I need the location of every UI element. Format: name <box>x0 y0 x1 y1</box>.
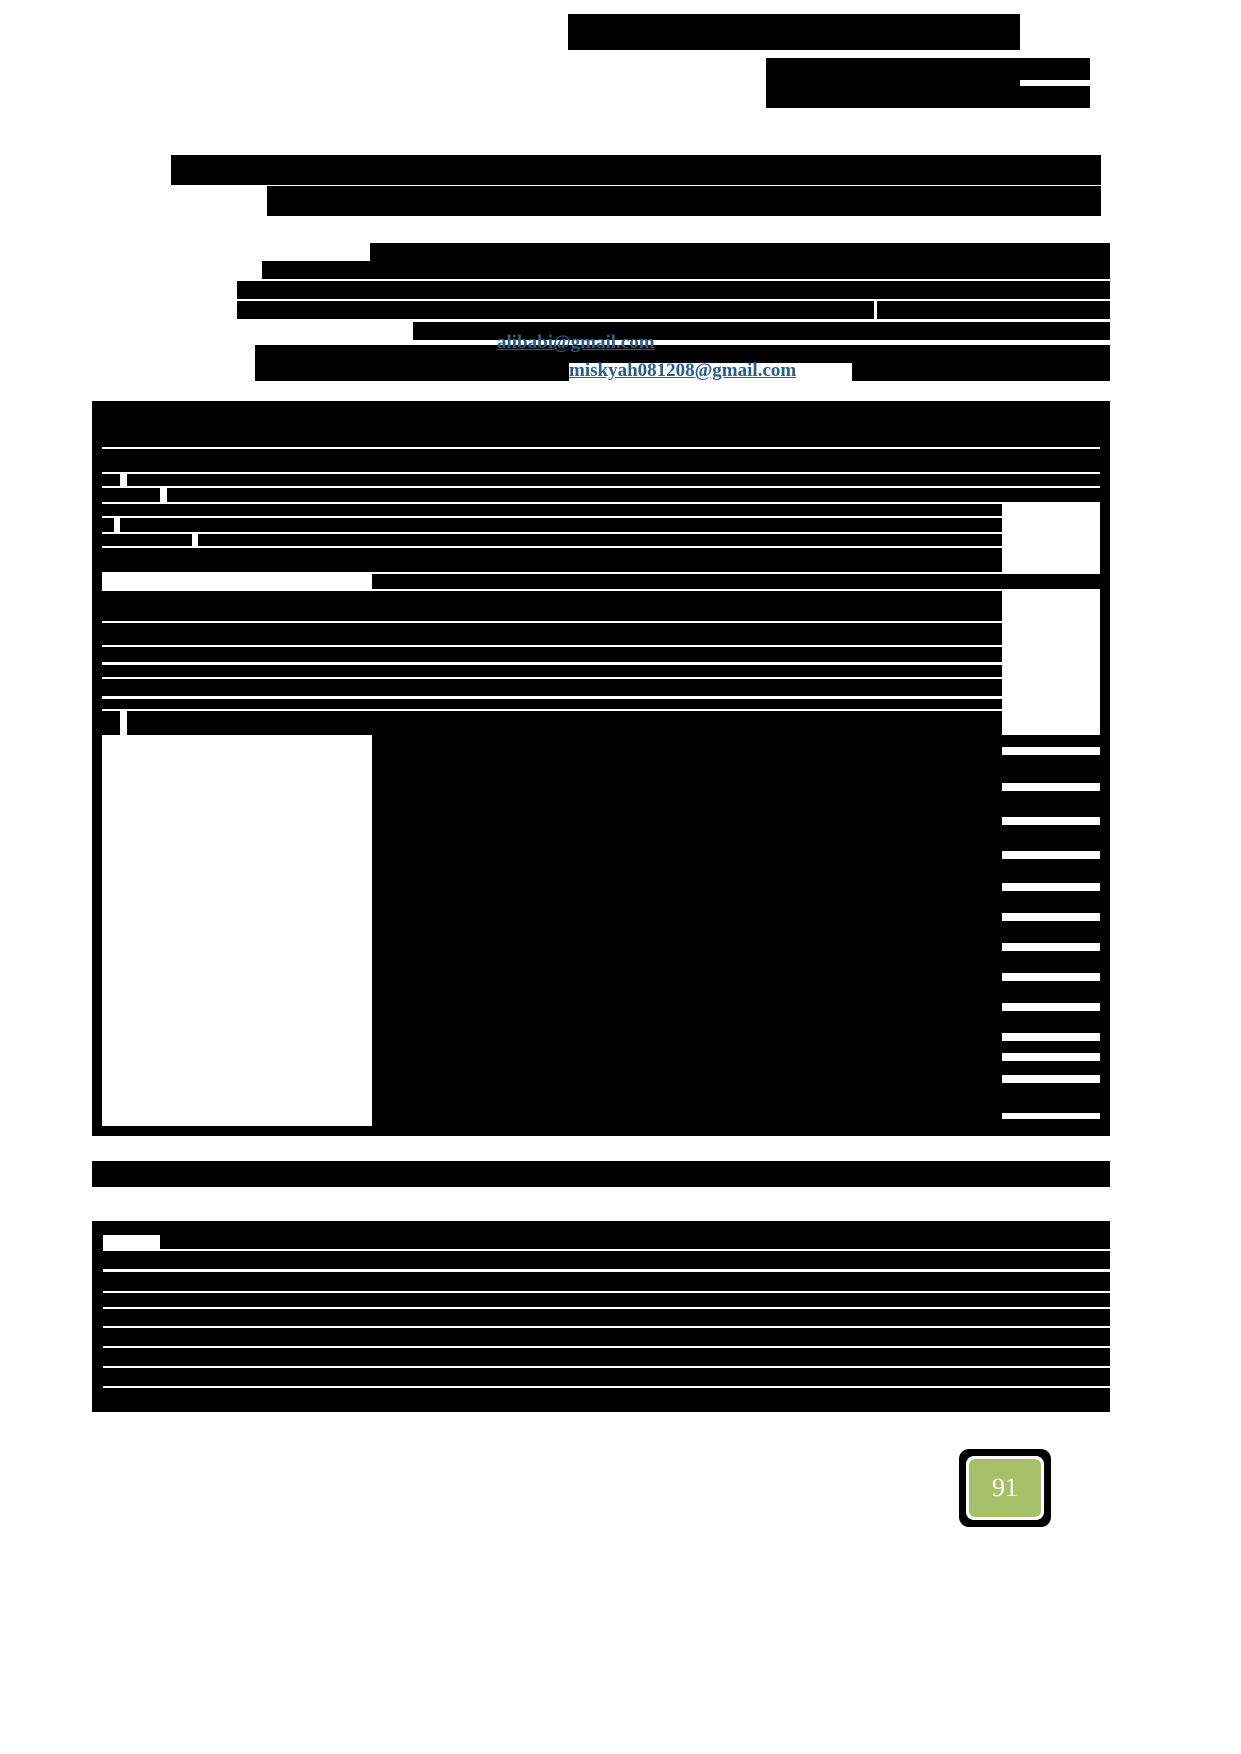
redaction-author-line-2 <box>262 261 1110 279</box>
redaction-table-body-block <box>372 735 1002 1127</box>
redaction-right-col-5 <box>1002 859 1110 883</box>
redaction-table-row-10-right <box>372 591 1002 621</box>
redaction-table-row-15-right <box>372 699 1002 709</box>
redaction-table-row-7-right <box>372 534 1002 546</box>
redaction-table-row-16-left-b <box>127 711 372 735</box>
redaction-author-line-1 <box>370 243 1110 261</box>
redaction-table-left-col <box>92 413 372 447</box>
redaction-right-col-10 <box>1002 1011 1110 1033</box>
redaction-table-row-2-left <box>92 449 372 472</box>
redaction-table-row-13-right <box>372 665 1002 677</box>
redaction-right-col-1 <box>1002 735 1110 747</box>
redaction-bottom-row-6b <box>1030 1328 1110 1346</box>
redaction-bottom-left-rail <box>92 1221 103 1412</box>
redaction-bottom-row-6 <box>103 1328 1030 1346</box>
redaction-bottom-row-2b <box>1030 1251 1110 1269</box>
redaction-right-col-6 <box>1002 891 1110 913</box>
redaction-author-line-3 <box>237 281 863 299</box>
redaction-table-row-14-left <box>92 679 372 696</box>
redaction-right-col-9 <box>1002 981 1110 1003</box>
redaction-header-side-1 <box>1020 58 1090 80</box>
redaction-right-col-13 <box>1002 1083 1110 1113</box>
redaction-table-row-12-left <box>92 647 372 662</box>
redaction-title-line-2 <box>267 186 1101 216</box>
email-link-2[interactable]: miskyah081208@gmail.com <box>569 360 797 381</box>
redaction-author-line-7 <box>255 363 569 381</box>
redaction-right-col-11 <box>1002 1041 1110 1053</box>
redaction-table-row-5-left <box>92 504 372 516</box>
redaction-bottom-rule-bottom <box>92 1400 1110 1412</box>
redaction-table-row-3-right <box>372 474 1110 486</box>
redaction-right-col-2 <box>1002 755 1110 783</box>
redaction-table-row-10-left <box>92 591 372 621</box>
redaction-right-col-7 <box>1002 921 1110 943</box>
redaction-bottom-row-1 <box>160 1235 1030 1249</box>
redaction-table-bottom-rule <box>92 1126 1110 1136</box>
redaction-bottom-row-1b <box>1030 1235 1110 1249</box>
redaction-section-bar <box>92 1161 1110 1187</box>
redaction-right-col-4 <box>1002 825 1110 851</box>
redaction-right-col-8 <box>1002 951 1110 973</box>
redaction-header-side-2 <box>1020 86 1090 108</box>
redaction-right-col-3 <box>1002 791 1110 817</box>
redaction-table-row-6-right <box>372 518 1002 532</box>
email-link-1[interactable]: alibabi@gmail.com <box>497 332 655 353</box>
redaction-table-row-11-right <box>372 623 1002 645</box>
redaction-table-row-5-right <box>372 504 1002 516</box>
redaction-bottom-row-2 <box>103 1251 1030 1269</box>
redaction-table-row-8-right <box>372 548 1002 572</box>
redaction-table-row-12-right <box>372 647 1002 662</box>
redaction-table-row-16-right <box>372 711 1002 735</box>
redaction-author-line-4b <box>877 301 1110 319</box>
redaction-table-row-8-left <box>92 548 372 572</box>
redaction-bottom-row-8 <box>103 1368 1030 1386</box>
redaction-bottom-row-3 <box>103 1272 1110 1291</box>
redaction-table-row-3-left-b <box>127 474 372 486</box>
redaction-author-line-3b <box>863 281 1110 299</box>
redaction-bottom-row-5 <box>103 1309 1110 1326</box>
redaction-table-right-rail <box>1100 401 1110 1136</box>
redaction-table-left-rail <box>92 401 102 1136</box>
redaction-bottom-row-8b <box>1030 1368 1110 1386</box>
redaction-table-row-7-left-b <box>198 534 372 546</box>
redaction-table-row-4-left <box>92 488 160 502</box>
redaction-table-row-15-left <box>92 699 372 709</box>
redaction-author-line-4 <box>237 301 874 319</box>
redaction-right-col-12 <box>1002 1061 1110 1075</box>
redaction-table-row-9-right <box>372 574 1110 589</box>
redaction-table-row-4-right <box>372 488 1110 502</box>
redaction-table-top-rule <box>92 401 1110 413</box>
redaction-table-row-4-left-b <box>167 488 372 502</box>
redaction-table-row-13-left <box>92 665 372 677</box>
page-number-inner-frame <box>966 1456 1044 1520</box>
redaction-table-row-2-right <box>372 449 1110 472</box>
redaction-author-line-7b <box>852 363 1110 381</box>
redaction-header-line-2 <box>766 58 1020 108</box>
redaction-table-row-14-right <box>372 679 1002 696</box>
redaction-table-row-7-left <box>92 534 192 546</box>
redaction-table-right-col <box>372 413 1110 447</box>
redaction-table-row-6-left-b <box>120 518 372 532</box>
redaction-bottom-row-7 <box>103 1348 1110 1366</box>
redaction-header-line-1 <box>568 14 1020 50</box>
redaction-table-row-11-left <box>92 623 372 645</box>
redaction-title-line-1 <box>171 155 1101 185</box>
redaction-bottom-rule-top <box>92 1221 1110 1235</box>
page-number: 91 <box>969 1459 1041 1517</box>
redaction-bottom-row-4b <box>537 1293 1110 1307</box>
